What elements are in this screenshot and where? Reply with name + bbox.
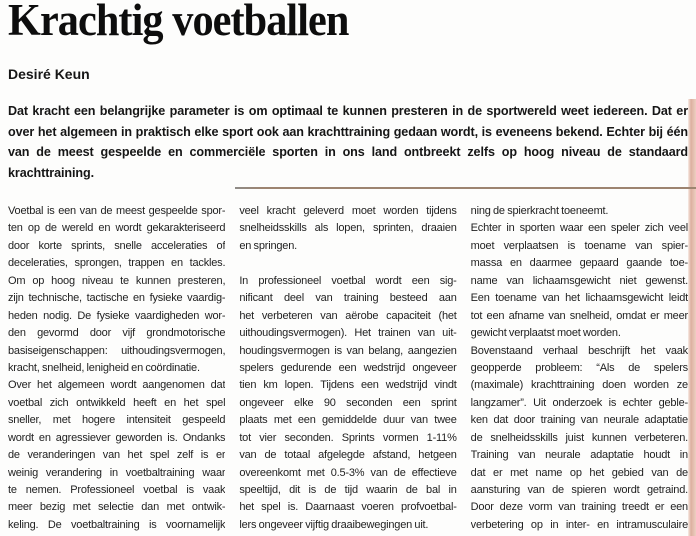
text-line: de veranderingen van het spel zelf is er	[8, 449, 226, 462]
text-line: het spel is. Daarnaast voeren profvoetbal-	[239, 501, 457, 514]
text-line: snelheidsskills als lopen, sprinten, draaien	[239, 222, 457, 235]
text-column-1	[8, 203, 225, 536]
text-column-3	[471, 203, 688, 536]
text-line: ongeveer elke 90 seconden een sprint	[239, 396, 457, 409]
text-line	[239, 255, 456, 272]
body-columns	[8, 203, 688, 536]
text-line: (maximale) krachttraining doen worden ze	[470, 379, 688, 392]
text-line: nificant deel van training besteed aan	[239, 292, 457, 305]
text-line: ken dat door training van neurale adaptatie	[470, 414, 688, 427]
text-line: moet verplaatsen is toename van spier-	[470, 239, 688, 252]
text-line: dat er met name op het gebied van de	[470, 466, 688, 479]
text-line: voetbal zich ontwikkeld heeft en het spel	[8, 396, 226, 409]
text-line: Voetbal is een van de meest gespeelde spor-	[8, 205, 226, 217]
author-byline: Desiré Keun	[8, 66, 90, 82]
text-line: tot vier seconden. Sprints vormen 1-11%	[239, 431, 457, 444]
text-line: tot een afname van snelheid, omdat er meer	[470, 309, 688, 322]
text-line: Over het algemeen wordt aangenomen dat	[8, 379, 226, 392]
text-line: van de totaal afgelegde afstand, hetgeen	[239, 449, 457, 462]
text-line: kracht, snelheid, lenigheid en coördinatie.	[8, 361, 200, 374]
text-line: heden nodig. De fysieke vaardigheden wor-	[8, 309, 226, 322]
text-line: ning de spierkracht toeneemt.	[470, 205, 609, 217]
text-line: door korte sprints, snelle acceleraties of	[8, 239, 226, 252]
text-line: Een toename van het lichaamsgewicht leidt	[470, 292, 688, 305]
text-line: Door deze vorm van training treedt er een	[470, 501, 688, 514]
text-line: tien km lopen. Tijdens een wedstrijd vindt	[239, 379, 457, 392]
text-line: keling. De voetbaltraining is voornamelijk	[8, 518, 226, 531]
text-line: veel kracht geleverd moet worden tijdens	[239, 205, 457, 217]
text-line: ten op de wereld en wordt gekarakteriseerd	[8, 222, 226, 235]
text-line: weinig verandering in voetbaltraining waar	[8, 466, 226, 479]
text-line: deceleraties, sprongen, trappen en tackles.	[8, 257, 226, 270]
text-line: het verbeteren van aërobe capaciteit (het	[239, 309, 457, 322]
text-line: uithoudingsvermogen). Het trainen van uit-	[239, 327, 457, 340]
text-line: meer bezig met selectie dan met ontwik-	[8, 501, 226, 514]
text-line: lers ongeveer vijftig draaibewegingen uit.	[239, 518, 429, 531]
text-line: Training van neurale adaptatie houdt in	[470, 449, 688, 462]
text-line: te nemen. Professioneel voetbal is vaak	[8, 484, 226, 496]
text-line: zijn technische, tactische en fysieke vaardig-	[8, 292, 226, 305]
text-line: geopperde probleem: “Als de spelers	[470, 361, 688, 374]
text-line: Om op hoog niveau te kunnen presteren,	[8, 274, 226, 287]
text-line: langzamer”. Uit onderzoek is echter geble-	[470, 396, 688, 409]
text-line: name van lichaamsgewicht niet gewenst.	[470, 274, 688, 287]
text-line: sneller, met hogere intensiteit gespeeld	[8, 414, 226, 427]
text-line: wordt en agressiever geworden is. Ondanks	[8, 431, 226, 444]
text-line: Bovenstaand verhaal beschrijft het vaak	[470, 344, 688, 357]
text-line: spelers gedurende een wedstrijd ongeveer	[239, 361, 457, 374]
intro-paragraph: Dat kracht een belangrijke parameter is om optimaal te kunnen presteren in de sportwereld weet iedereen. Dat er over het algemeen in praktisch elke sport ook aan krachttraining gedaan wordt, is eveneens bekend. Echter bij één van de meest gespeelde en commerciële sporten in ons land ontbreekt zelfs op hoog niveau de standaard krachttraining.	[8, 104, 688, 180]
text-line: verbetering op in inter- en intramusculaire	[470, 518, 688, 531]
text-line: speeltijd, dit is de tijd waarin de bal in	[239, 484, 457, 496]
text-line: overeenkomt met 0.5-3% van de effectieve	[239, 466, 457, 479]
text-line: massa en daarmee gepaard gaande toe-	[470, 257, 688, 270]
text-line: den gevormd door vijf grondmotorische	[8, 327, 226, 340]
text-line: de snelheidsskills juist kunnen verbeteren.	[470, 431, 688, 444]
text-line: basiseigenschappen: uithoudingsvermogen,	[8, 344, 226, 357]
text-column-2	[239, 203, 456, 536]
text-line: houdingsvermogen is van belang, aangezien	[239, 344, 457, 357]
article-title: Krachtig voetballen	[8, 0, 349, 45]
text-line: plaats met een gemiddelde duur van twee	[239, 414, 457, 427]
text-line: Echter in sporten waar een speler zich veel	[470, 222, 688, 235]
text-line: en springen.	[239, 239, 297, 252]
section-divider-rule	[235, 187, 696, 189]
page-edge-shadow	[688, 99, 696, 536]
text-line: In professioneel voetbal wordt een sig-	[239, 274, 457, 287]
text-line: gewicht verplaatst moet worden.	[470, 327, 621, 340]
text-line: aansturing van de spieren wordt getraind.	[470, 484, 688, 496]
